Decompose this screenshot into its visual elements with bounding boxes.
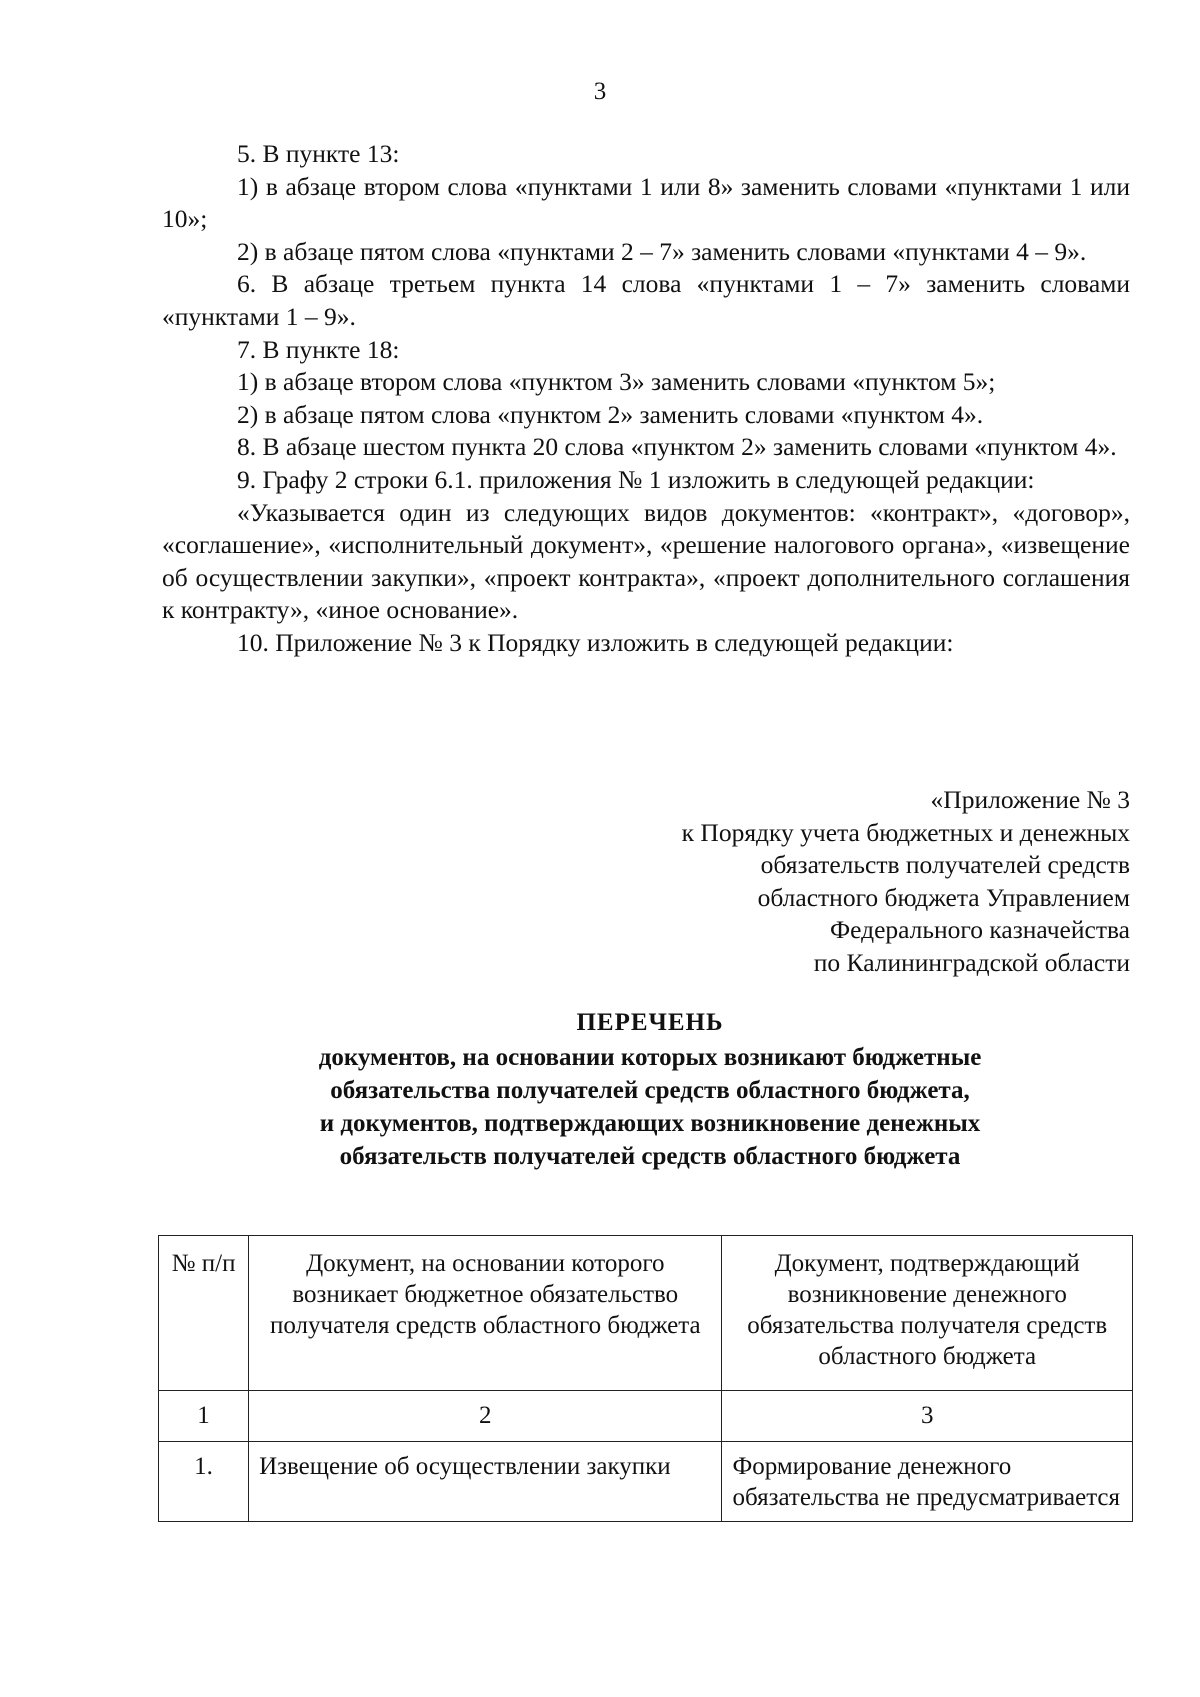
table-row — [159, 1442, 1133, 1522]
page-number: 3 — [593, 78, 607, 105]
title-line: обязательства получателей средств областного бюджета, — [330, 1077, 970, 1104]
paragraph-item-7-2: 2) в абзаце пятом слова «пунктом 2» заменить словами «пунктом 4». — [237, 399, 984, 429]
title-main: ПЕРЕЧЕНЬ — [576, 1009, 724, 1036]
header-num: № п/п — [159, 1236, 249, 1391]
paragraph-item-10: 10. Приложение № 3 к Порядку изложить в следующей редакции: — [237, 627, 954, 657]
paragraph-item-5-2: 2) в абзаце пятом слова «пунктами 2 – 7» заменить словами «пунктами 4 – 9». — [237, 236, 1087, 266]
appendix-line: по Калининградской области — [813, 947, 1130, 977]
paragraph-item-8: 8. В абзаце шестом пункта 20 слова «пунктом 2» заменить словами «пунктом 4». — [237, 432, 1117, 462]
paragraph-item-6: 6. В абзаце третьем пункта 14 слова «пунктами 1 – 7» заменить словами «пунктами 1 – 9». — [162, 269, 1130, 331]
header-doc-basis: Документ, на основании которого возникает бюджетное обязательство получателя средств областного бюджета — [249, 1236, 722, 1391]
document-title — [220, 1006, 1080, 1173]
column-number: 2 — [249, 1391, 722, 1442]
title-line: обязательств получателей средств областного бюджета — [339, 1143, 961, 1170]
table-header-row — [159, 1236, 1133, 1391]
appendix-header — [682, 784, 1130, 980]
appendix-line: к Порядку учета бюджетных и денежных — [681, 817, 1130, 847]
table-column-numbers-row — [159, 1391, 1133, 1442]
title-line: и документов, подтверждающих возникновение денежных — [319, 1110, 981, 1137]
paragraph-item-9: 9. Графу 2 строки 6.1. приложения № 1 изложить в следующей редакции: — [237, 464, 1035, 494]
row-doc-basis: Извещение об осуществлении закупки — [249, 1442, 722, 1522]
paragraph-item-9-quote: «Указывается один из следующих видов документов: «контракт», «договор», «соглашение», «исполнительный документ», «решение налогового органа», «извещение об осуществлении закупки», «проект контракта», «проект дополнительного соглашения к контракту», «иное основание». — [162, 497, 1130, 625]
header-doc-confirm: Документ, подтверждающий возникновение денежного обязательства получателя средств областного бюджета — [722, 1236, 1133, 1391]
paragraph-item-7: 7. В пункте 18: — [237, 334, 400, 364]
title-line: документов, на основании которых возникают бюджетные — [318, 1044, 982, 1071]
appendix-line: областного бюджета Управлением — [757, 882, 1130, 912]
paragraph-item-5-1: 1) в абзаце втором слова «пунктами 1 или 8» заменить словами «пунктами 1 или 10»; — [162, 171, 1130, 234]
documents-table — [158, 1235, 1133, 1522]
paragraph-item-7-1: 1) в абзаце втором слова «пунктом 3» заменить словами «пунктом 5»; — [237, 367, 996, 397]
column-number: 1 — [159, 1391, 249, 1442]
row-doc-confirm: Формирование денежного обязательства не предусматривается — [722, 1442, 1133, 1522]
body-text — [162, 138, 1130, 660]
appendix-line: «Приложение № 3 — [930, 785, 1130, 814]
paragraph-item-5: 5. В пункте 13: — [237, 139, 400, 168]
column-number: 3 — [722, 1391, 1133, 1442]
row-num: 1. — [159, 1442, 249, 1522]
appendix-line: Федерального казначейства — [829, 915, 1130, 945]
appendix-line: обязательств получателей средств — [760, 850, 1130, 880]
